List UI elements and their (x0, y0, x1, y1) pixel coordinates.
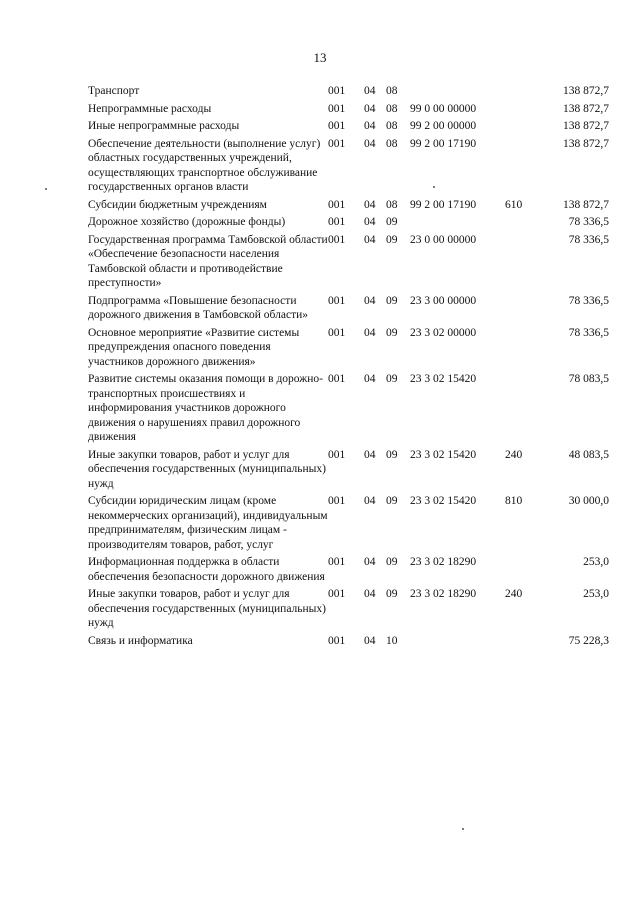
cell-pr: 09 (386, 216, 398, 228)
cell-name: Иные закупки товаров, работ и услуг для обеспечения государственных (муниципальных) нужд (88, 588, 326, 629)
cell-csr (410, 215, 505, 233)
cell-name: Государственная программа Тамбовской области «Обеспечение безопасности населения Тамбовской области и противодействие преступности» (88, 233, 328, 289)
cell-name: Дорожное хозяйство (дорожные фонды) (88, 216, 286, 228)
cell-vr (505, 634, 532, 652)
cell-rz: 04 (364, 326, 376, 339)
cell-rz: 04 (364, 373, 376, 385)
cell-rz: 04 (364, 85, 376, 97)
table-row (88, 137, 609, 198)
cell-sum: 78 336,5 (568, 294, 609, 307)
cell-gr: 001 (328, 588, 346, 600)
table-row (88, 555, 609, 587)
table-row (88, 102, 609, 120)
table-row (88, 372, 609, 448)
cell-csr: 23 3 02 15420 (410, 495, 477, 507)
cell-csr: 23 3 02 18290 (410, 556, 477, 568)
table-row (88, 84, 609, 102)
cell-vr (505, 119, 532, 137)
cell-csr: 23 3 02 15420 (410, 448, 477, 461)
cell-rz: 04 (364, 102, 376, 115)
cell-sum: 138 872,7 (563, 120, 609, 132)
scan-speck (45, 188, 47, 190)
cell-pr: 09 (386, 495, 398, 507)
cell-sum: 253,0 (583, 588, 609, 600)
cell-gr: 001 (328, 233, 346, 246)
cell-gr: 001 (328, 373, 346, 385)
cell-rz: 04 (364, 448, 376, 461)
cell-rz: 04 (364, 198, 376, 211)
cell-sum: 138 872,7 (563, 102, 609, 115)
cell-vr (505, 294, 532, 326)
cell-csr: 99 2 00 00000 (410, 120, 477, 132)
budget-table (88, 84, 609, 651)
cell-name: Иные непрограммные расходы (88, 120, 240, 132)
cell-pr: 08 (386, 198, 398, 211)
cell-gr: 001 (328, 120, 346, 132)
cell-vr (505, 372, 532, 448)
cell-pr: 09 (386, 326, 398, 339)
page-number: 13 (313, 50, 327, 65)
table-row (88, 634, 609, 652)
cell-vr: 610 (505, 198, 523, 211)
cell-rz: 04 (364, 120, 376, 132)
cell-gr: 001 (328, 216, 346, 228)
table-row (88, 587, 609, 634)
cell-csr (410, 84, 505, 102)
table-row (88, 326, 609, 373)
cell-name: Обеспечение деятельности (выполнение услуг) областных государственных учреждений, осуществляющих транспортное обслуживание государственных органов власти (88, 137, 321, 193)
cell-sum: 253,0 (583, 556, 609, 568)
cell-vr (505, 215, 532, 233)
cell-gr: 001 (328, 634, 346, 647)
cell-sum: 78 336,5 (568, 216, 609, 228)
cell-pr: 09 (386, 588, 398, 600)
cell-gr: 001 (328, 294, 346, 307)
cell-rz: 04 (364, 556, 376, 568)
cell-sum: 138 872,7 (563, 198, 609, 211)
cell-name: Иные закупки товаров, работ и услуг для обеспечения государственных (муниципальных) нужд (88, 448, 326, 490)
table-row (88, 294, 609, 326)
cell-pr: 08 (386, 137, 398, 150)
scan-speck (462, 828, 464, 830)
cell-rz: 04 (364, 495, 376, 507)
cell-sum: 75 228,3 (568, 634, 609, 647)
cell-pr: 09 (386, 556, 398, 568)
cell-vr (505, 137, 532, 198)
cell-gr: 001 (328, 198, 346, 211)
cell-gr: 001 (328, 137, 346, 150)
table-row (88, 494, 609, 555)
table-row (88, 119, 609, 137)
cell-pr: 08 (386, 85, 398, 97)
cell-sum: 30 000,0 (568, 495, 609, 507)
cell-name: Транспорт (88, 85, 140, 97)
cell-rz: 04 (364, 216, 376, 228)
cell-rz: 04 (364, 634, 376, 647)
cell-vr (505, 233, 532, 294)
cell-rz: 04 (364, 588, 376, 600)
cell-name: Развитие системы оказания помощи в дорожно-транспортных происшествиях и информирования участников дорожного движения о нарушениях правил дорожного движения (88, 373, 323, 443)
cell-csr: 23 3 00 00000 (410, 294, 477, 307)
cell-vr: 810 (505, 495, 523, 507)
cell-gr: 001 (328, 495, 346, 507)
scan-speck (433, 186, 435, 188)
table-row (88, 198, 609, 216)
cell-csr: 23 3 02 15420 (410, 373, 477, 385)
table-row (88, 215, 609, 233)
cell-sum: 78 336,5 (568, 233, 609, 246)
cell-pr: 10 (386, 634, 398, 647)
cell-vr (505, 326, 532, 373)
cell-vr (505, 555, 532, 587)
cell-gr: 001 (328, 102, 346, 115)
cell-sum: 138 872,7 (563, 85, 609, 97)
cell-csr: 23 0 00 00000 (410, 233, 477, 246)
cell-gr: 001 (328, 448, 346, 461)
cell-vr (505, 102, 532, 120)
cell-pr: 08 (386, 120, 398, 132)
cell-gr: 001 (328, 556, 346, 568)
cell-csr: 99 0 00 00000 (410, 102, 477, 115)
cell-gr: 001 (328, 85, 346, 97)
cell-sum: 78 083,5 (568, 373, 609, 385)
cell-vr: 240 (505, 448, 523, 461)
cell-gr: 001 (328, 326, 346, 339)
cell-csr: 99 2 00 17190 (410, 137, 477, 150)
cell-vr (505, 84, 532, 102)
cell-name: Субсидии бюджетным учреждениям (88, 198, 267, 211)
cell-name: Связь и информатика (88, 634, 193, 647)
cell-name: Подпрограмма «Повышение безопасности дорожного движения в Тамбовской области» (88, 294, 308, 321)
cell-rz: 04 (364, 137, 376, 150)
cell-rz: 04 (364, 233, 376, 246)
table-row (88, 448, 609, 495)
cell-pr: 09 (386, 233, 398, 246)
cell-sum: 78 336,5 (568, 326, 609, 339)
cell-sum: 138 872,7 (563, 137, 609, 150)
table-row (88, 233, 609, 294)
cell-pr: 08 (386, 102, 398, 115)
cell-name: Непрограммные расходы (88, 102, 212, 115)
cell-sum: 48 083,5 (568, 448, 609, 461)
cell-vr: 240 (505, 588, 523, 600)
cell-csr: 23 3 02 18290 (410, 588, 477, 600)
cell-name: Субсидии юридическим лицам (кроме некоммерческих организаций), индивидуальным предпринимателям, физическим лицам - производителям товаров, работ, услуг (88, 495, 328, 551)
budget-table-body (88, 84, 609, 651)
cell-csr: 99 2 00 17190 (410, 198, 477, 211)
cell-pr: 09 (386, 373, 398, 385)
cell-pr: 09 (386, 294, 398, 307)
cell-pr: 09 (386, 448, 398, 461)
cell-name: Информационная поддержка в области обеспечения безопасности дорожного движения (88, 556, 325, 583)
cell-csr: 23 3 02 00000 (410, 326, 477, 339)
cell-csr (410, 634, 505, 652)
cell-rz: 04 (364, 294, 376, 307)
cell-name: Основное мероприятие «Развитие системы предупреждения опасного поведения участников дорожного движения» (88, 326, 300, 368)
